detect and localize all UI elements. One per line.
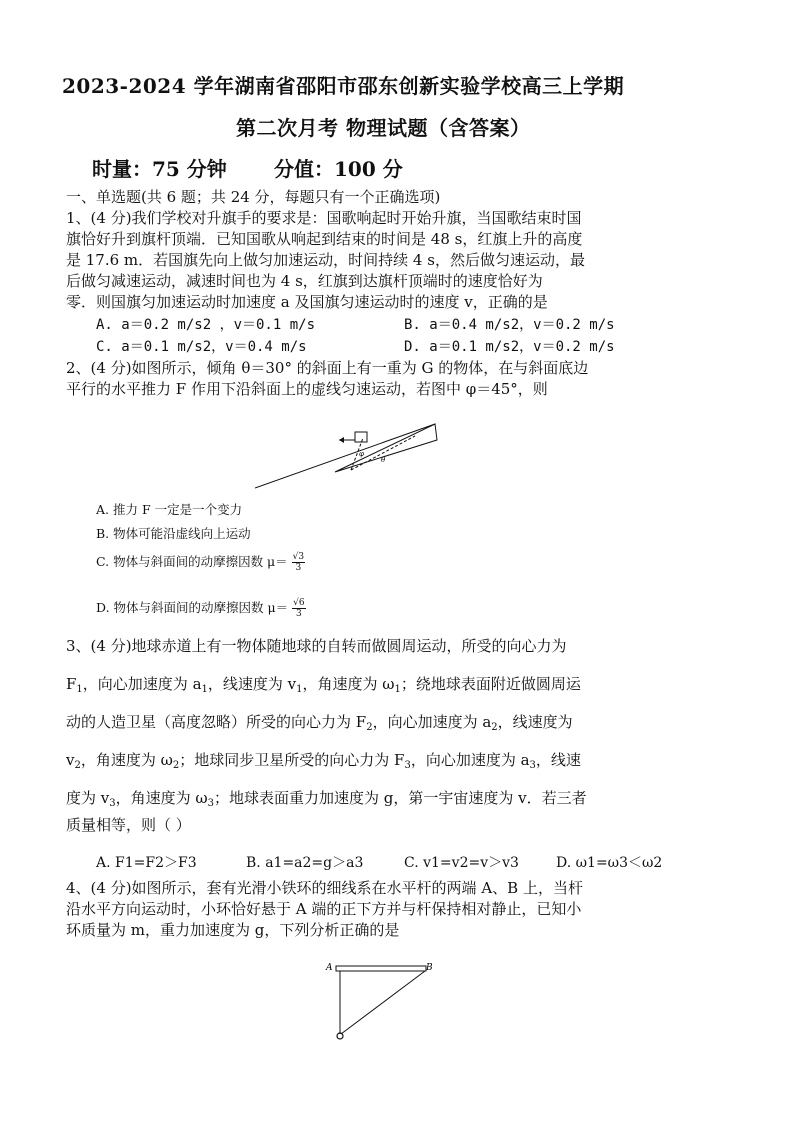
text-run: ；绕地球表面附近做圆周运 [400,675,581,693]
subscript: 3 [404,760,411,771]
text-run: v [66,751,75,769]
question-3-tail: 质量相等，则（ ） [66,816,191,834]
q3-option-b: B. a1=a2=g＞a3 [246,855,364,871]
q2-option-d [96,598,306,619]
q4-rod-figure [322,958,442,1048]
subscript: 1 [296,684,303,695]
fraction-denominator: 3 [295,609,302,619]
q1-option-c: C. a＝0.1 m/s2，v＝0.4 m/s [96,339,307,355]
incline-bottom-edge [255,424,435,488]
question-3-line: 3、(4 分)地球赤道上有一物体随地球的自转而做圆周运动，所受的向心力为 [66,637,567,655]
q2-incline-figure [255,412,455,492]
section-heading: 一、单选题(共 6 题；共 24 分，每题只有一个正确选项) [66,188,441,206]
question-1-line: 零．则国旗匀加速运动时加速度 a 及国旗匀速运动时的速度 v，正确的是 [66,293,548,311]
fraction-denominator: 3 [295,563,302,573]
question-1-line: 后做匀减速运动，减速时间也为 4 s，红旗到达旗杆顶端时的速度恰好为 [66,272,543,290]
subscript: 2 [172,760,180,771]
horizontal-rod [336,966,426,971]
subscript: 3 [207,798,215,809]
question-3-line [66,665,736,703]
question-1-line: 1、(4 分)我们学校对升旗手的要求是：国歌响起时开始升旗，当国歌结束时国 [66,209,582,227]
q1-option-b: B. a＝0.4 m/s2，v＝0.2 m/s [404,317,615,333]
label-b: B [426,963,433,973]
text-run: ；地球表面重力加速度为 g，第一宇宙速度为 v．若三者 [214,789,587,807]
exam-title-line1: 2023-2024 学年湖南省邵阳市邵东创新实验学校高三上学期 [62,74,625,98]
question-2-line: 2、(4 分)如图所示，倾角 θ＝30° 的斜面上有一重为 G 的物体，在与斜面底边 [66,359,589,377]
phi-label: φ [359,450,364,458]
question-3 [66,627,736,817]
subscript: 2 [491,722,498,733]
theta-label: θ [381,456,386,464]
exam-score: 分值：100 分 [274,157,403,181]
text-run: 动的人造卫星（高度忽略）所受的向心力为 F [66,713,367,731]
q1-option-a: A. a＝0.2 m/s2 ，v＝0.1 m/s [96,317,316,333]
text-run: ，向心加速度为 a [372,713,492,731]
question-1-line: 是 17.6 m．若国旗先向上做匀加速运动，时间持续 4 s，然后做匀速运动，最 [66,251,585,269]
fraction [292,552,305,573]
force-arrowhead [339,437,344,443]
incline-triangle [335,424,437,472]
text-run: ，向心加速度为 a [82,675,202,693]
question-3-line [66,703,736,741]
q3-option-d: D. ω1=ω3＜ω2 [556,855,663,871]
exam-time: 时量：75 分钟 [92,157,227,181]
text-run: ，线速度为 v [207,675,297,693]
text-run: ，线速度为 [497,713,573,731]
fraction-numerator: √6 [293,598,305,608]
text-run: ，向心加速度为 a [410,751,530,769]
q1-option-d: D. a＝0.1 m/s2，v＝0.2 m/s [404,339,615,355]
text-run: ，角速度为 ω [302,675,395,693]
label-a: A [326,963,333,973]
q2-option-c-text: C. 物体与斜面间的动摩擦因数 μ＝ [96,554,288,569]
question-2-line: 平行的水平推力 F 作用下沿斜面上的虚线匀速运动，若图中 φ＝45°，则 [66,380,548,398]
fraction-numerator: √3 [292,552,305,562]
q3-option-c: C. v1=v2=v＞v3 [404,855,519,871]
subscript: 2 [366,722,373,733]
q2-option-a: A. 推力 F 一定是一个变力 [96,502,243,517]
question-1 [66,208,726,313]
question-3-line [66,741,736,779]
subscript: 1 [394,684,401,695]
subscript: 1 [201,684,208,695]
q2-option-b: B. 物体可能沿虚线向上运动 [96,526,251,541]
q2-option-d-text: D. 物体与斜面间的动摩擦因数 μ＝ [96,600,289,615]
question-3-line [66,779,736,817]
text-run: ，线速 [535,751,581,769]
question-1-line: 旗恰好升到旗杆顶端．已知国歌从响起到结束的时间是 48 s，红旗上升的高度 [66,230,583,248]
text-run: ，角速度为 ω [80,751,173,769]
question-4-line: 环质量为 m，重力加速度为 g，下列分析正确的是 [66,921,400,939]
q2-option-c [96,552,305,573]
exam-title-line2: 第二次月考 物理试题（含答案） [236,116,531,140]
text-run: F [66,675,77,693]
string-diagonal [341,971,425,1034]
question-4-line: 沿水平方向运动时，小环恰好悬于 A 端的正下方并与杆保持相对静止，已知小 [66,900,582,918]
subscript: 1 [76,684,83,695]
fraction [292,598,305,619]
question-2 [66,358,726,400]
block [355,432,367,442]
text-run: 度为 v [66,789,110,807]
question-4 [66,878,726,941]
text-run: ；地球同步卫星所受的向心力为 F [179,751,405,769]
subscript: 2 [74,760,81,771]
question-4-line: 4、(4 分)如图所示，套有光滑小铁环的细线系在水平杆的两端 A、B 上，当杆 [66,879,583,897]
subscript: 3 [109,798,116,809]
q3-option-a: A. F1=F2＞F3 [96,855,197,871]
subscript: 3 [529,760,536,771]
text-run: ，角速度为 ω [115,789,208,807]
